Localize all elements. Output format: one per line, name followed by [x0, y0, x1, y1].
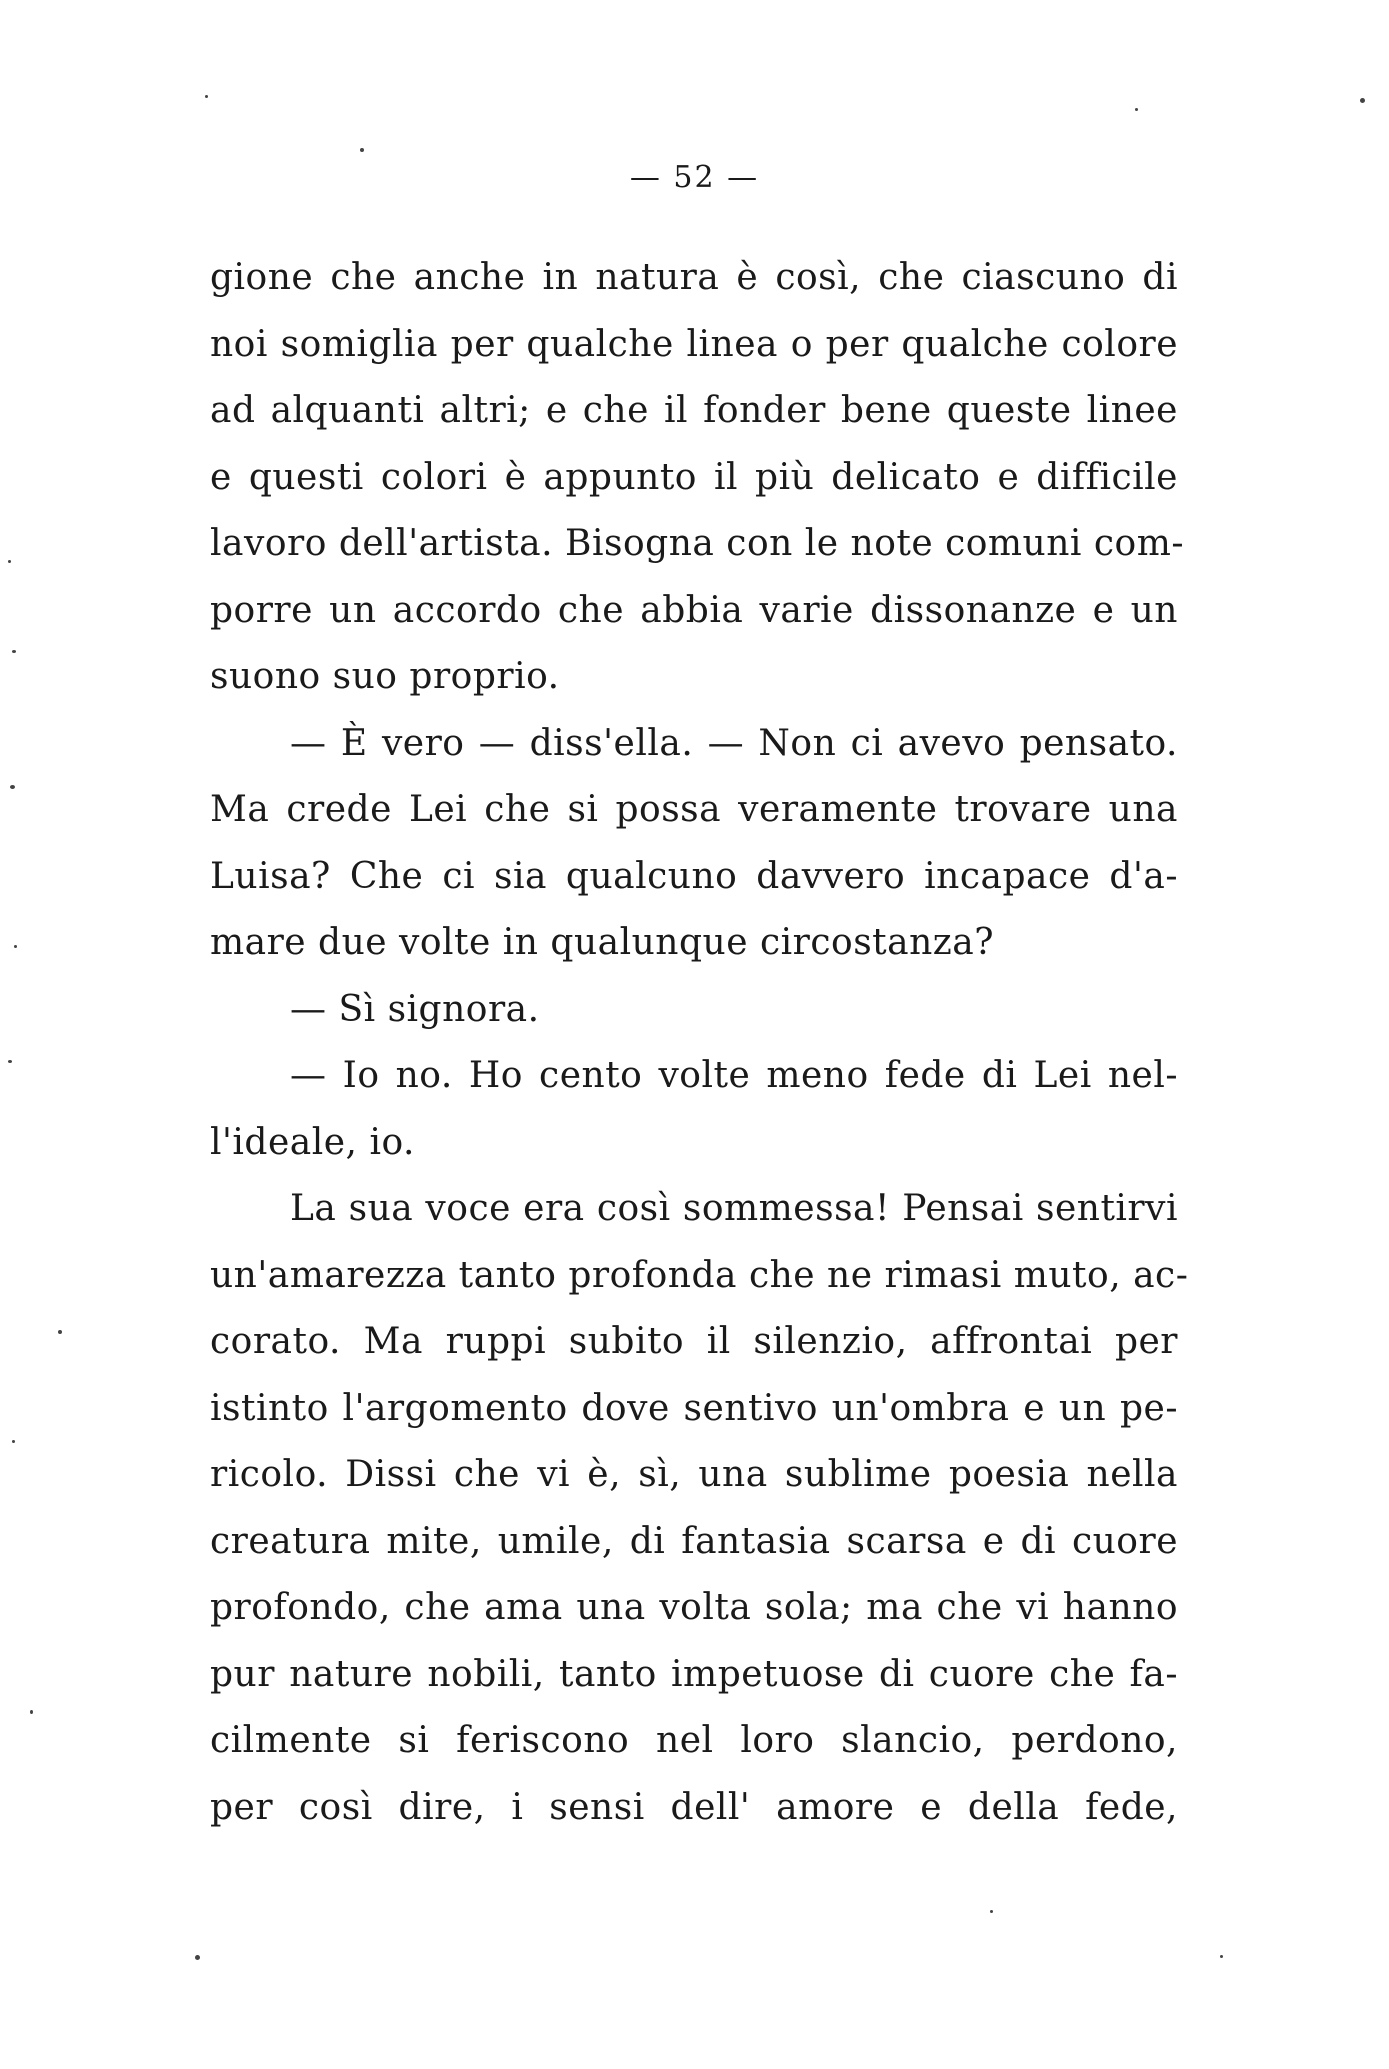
scan-speck [1360, 98, 1365, 103]
text-line: porre un accordo che abbia varie dissonanze e un [210, 589, 1178, 631]
scan-speck [1135, 108, 1138, 111]
scan-speck [14, 945, 17, 948]
text-line: per così dire, i sensi dell' amore e della fede, [210, 1786, 1178, 1828]
text-line: lavoro dell'artista. Bisogna con le note comuni com- [210, 523, 1185, 564]
text-line: profondo, che ama una volta sola; ma che vi hanno [210, 1587, 1178, 1628]
scan-speck [205, 95, 208, 98]
text-line: Luisa? Che ci sia qualcuno davvero incapace d'a- [210, 855, 1178, 897]
scan-speck [12, 1440, 15, 1443]
page-number: — 52 — [629, 160, 760, 195]
text-line: noi somiglia per qualche linea o per qualche colore [210, 323, 1178, 365]
text-line: ricolo. Dissi che vi è, sì, una sublime poesia nella [210, 1454, 1178, 1495]
scan-speck [10, 785, 15, 789]
scan-speck [8, 560, 11, 563]
text-line: La sua voce era così sommessa! Pensai sentirvi [290, 1188, 1178, 1229]
text-line: un'amarezza tanto profonda che ne rimasi muto, ac- [210, 1254, 1189, 1296]
text-line: corato. Ma ruppi subito il silenzio, affrontai per [210, 1321, 1178, 1362]
scan-speck [12, 650, 16, 653]
scan-speck [1220, 1955, 1223, 1958]
text-line: l'ideale, io. [210, 1121, 415, 1163]
text-line: mare due volte in qualunque circostanza? [210, 922, 995, 963]
scan-speck [30, 1710, 33, 1714]
text-line: cilmente si feriscono nel loro slancio, perdono, [210, 1720, 1178, 1761]
text-line: — Sì signora. [290, 988, 540, 1030]
scan-speck [360, 148, 364, 152]
scan-speck [8, 1060, 12, 1063]
text-line: gione che anche in natura è così, che ciascuno di [210, 257, 1178, 298]
scan-speck [58, 1330, 62, 1334]
scan-speck [990, 1910, 993, 1913]
text-line: ad alquanti altri; e che il fonder bene queste linee [210, 390, 1178, 431]
text-line: — È vero — diss'ella. — Non ci avevo pensato. [290, 722, 1178, 764]
text-line: suono suo proprio. [210, 656, 560, 697]
scan-speck [195, 1955, 200, 1960]
text-line: e questi colori è appunto il più delicato e difficile [210, 456, 1178, 498]
text-line: pur nature nobili, tanto impetuose di cuore che fa- [210, 1653, 1178, 1695]
text-line: — Io no. Ho cento volte meno fede di Lei nel- [290, 1055, 1178, 1096]
body-text [210, 245, 1189, 1841]
text-line: istinto l'argomento dove sentivo un'ombra e un pe- [210, 1387, 1178, 1429]
text-line: Ma crede Lei che si possa veramente trovare una [210, 789, 1178, 830]
text-line: creatura mite, umile, di fantasia scarsa e di cuore [210, 1520, 1178, 1562]
